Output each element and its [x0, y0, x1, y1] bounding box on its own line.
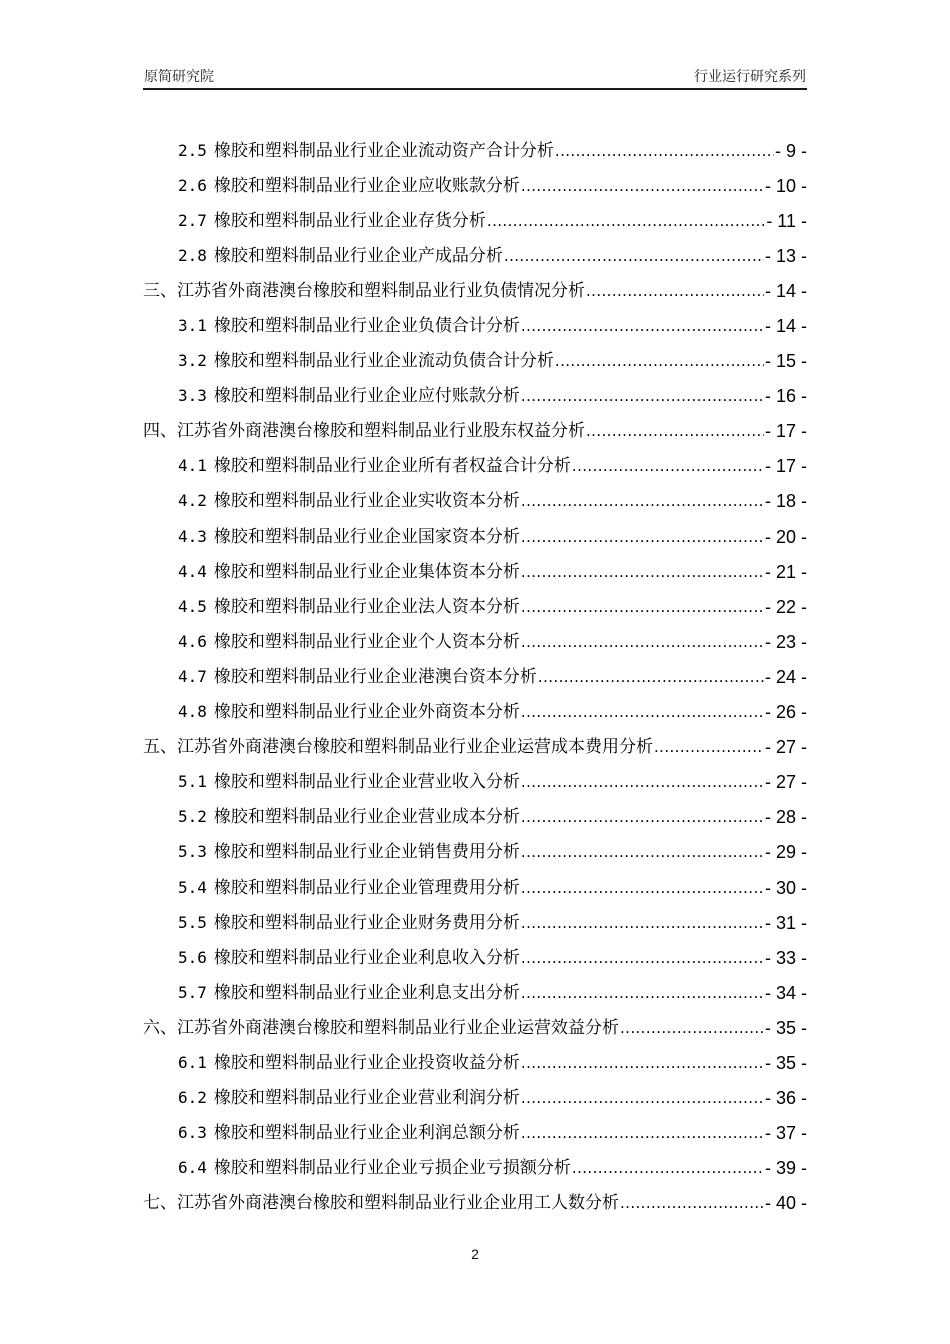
toc-entry-number: 4.6 [178, 631, 207, 651]
toc-entry-number: 5.2 [178, 807, 207, 827]
toc-chapter-entry[interactable] [143, 1010, 807, 1045]
toc-entry-page: - 15 - [764, 351, 807, 372]
toc-chapter-entry[interactable] [143, 1186, 807, 1221]
toc-entry-title: 橡胶和塑料制品业行业企业集体资本分析 [213, 561, 520, 582]
toc-entry-number: 2.8 [178, 245, 207, 265]
header-series-name: 行业运行研究系列 [694, 68, 806, 84]
toc-entry-title: 橡胶和塑料制品业行业企业投资收益分析 [213, 1052, 520, 1073]
toc-section-entry[interactable] [143, 1045, 807, 1080]
toc-dot-leader [521, 807, 764, 827]
toc-dot-leader [521, 702, 764, 722]
toc-entry-page: - 20 - [764, 526, 807, 547]
toc-entry-title: 橡胶和塑料制品业行业企业财务费用分析 [213, 912, 520, 933]
toc-entry-page: - 16 - [764, 386, 807, 407]
toc-dot-leader [521, 176, 764, 196]
toc-chapter-entry[interactable] [143, 414, 807, 449]
toc-entry-page: - 31 - [764, 912, 807, 933]
toc-dot-leader [521, 1053, 764, 1073]
toc-dot-leader [521, 948, 764, 968]
toc-dot-leader [521, 527, 764, 547]
toc-entry-page: - 21 - [764, 561, 807, 582]
toc-entry-page: - 27 - [764, 772, 807, 793]
toc-entry-title: 橡胶和塑料制品业行业企业应收账款分析 [213, 175, 520, 196]
toc-dot-leader [572, 456, 764, 476]
toc-entry-page: - 29 - [764, 842, 807, 863]
toc-section-entry[interactable] [143, 1151, 807, 1186]
toc-entry-title: 橡胶和塑料制品业行业企业利息支出分析 [213, 982, 520, 1003]
toc-section-entry[interactable] [143, 835, 807, 870]
toc-section-entry[interactable] [143, 940, 807, 975]
toc-entry-title: 橡胶和塑料制品业行业企业应付账款分析 [213, 386, 520, 407]
toc-entry-page: - 40 - [764, 1193, 807, 1214]
toc-chapter-entry[interactable] [143, 273, 807, 308]
toc-section-entry[interactable] [143, 1081, 807, 1116]
toc-dot-leader [521, 597, 764, 617]
toc-entry-number: 3.2 [178, 351, 207, 371]
toc-entry-number: 6.4 [178, 1158, 207, 1178]
toc-section-entry[interactable] [143, 975, 807, 1010]
toc-dot-leader [521, 1123, 764, 1143]
toc-dot-leader [654, 737, 764, 757]
toc-entry-number: 5.3 [178, 842, 207, 862]
toc-section-entry[interactable] [143, 133, 807, 168]
toc-dot-leader [521, 1088, 764, 1108]
toc-entry-number: 2.7 [178, 210, 207, 230]
toc-dot-leader [555, 351, 764, 371]
toc-entry-page: - 11 - [766, 210, 807, 231]
toc-section-entry[interactable] [143, 765, 807, 800]
toc-entry-title: 六、江苏省外商港澳台橡胶和塑料制品业行业企业运营效益分析 [143, 1017, 619, 1038]
toc-section-entry[interactable] [143, 379, 807, 414]
toc-entry-title: 橡胶和塑料制品业行业企业产成品分析 [213, 245, 503, 266]
toc-entry-page: - 37 - [764, 1123, 807, 1144]
toc-entry-page: - 24 - [764, 666, 807, 687]
toc-entry-number: 4.4 [178, 561, 207, 581]
toc-dot-leader [521, 632, 764, 652]
toc-entry-title: 五、江苏省外商港澳台橡胶和塑料制品业行业企业运营成本费用分析 [143, 737, 653, 758]
toc-section-entry[interactable] [143, 905, 807, 940]
toc-entry-page: - 18 - [764, 491, 807, 512]
toc-dot-leader [555, 141, 774, 161]
toc-section-entry[interactable] [143, 168, 807, 203]
toc-entry-number: 2.6 [178, 175, 207, 195]
toc-entry-title: 橡胶和塑料制品业行业企业港澳台资本分析 [213, 666, 537, 687]
toc-entry-number: 6.2 [178, 1088, 207, 1108]
toc-entry-page: - 35 - [764, 1017, 807, 1038]
toc-entry-title: 橡胶和塑料制品业行业企业所有者权益合计分析 [213, 456, 571, 477]
toc-entry-page: - 34 - [764, 982, 807, 1003]
toc-entry-number: 5.6 [178, 947, 207, 967]
toc-dot-leader [620, 1193, 764, 1213]
toc-entry-number: 4.8 [178, 702, 207, 722]
toc-entry-title: 橡胶和塑料制品业行业企业销售费用分析 [213, 842, 520, 863]
toc-entry-page: - 27 - [764, 737, 807, 758]
toc-entry-title: 橡胶和塑料制品业行业企业个人资本分析 [213, 631, 520, 652]
toc-section-entry[interactable] [143, 554, 807, 589]
toc-section-entry[interactable] [143, 870, 807, 905]
toc-entry-page: - 39 - [764, 1158, 807, 1179]
toc-dot-leader [586, 281, 764, 301]
toc-section-entry[interactable] [143, 238, 807, 273]
toc-dot-leader [586, 421, 764, 441]
page-number: 2 [471, 1246, 479, 1262]
toc-entry-title: 橡胶和塑料制品业行业企业亏损企业亏损额分析 [213, 1158, 571, 1179]
toc-dot-leader [521, 386, 764, 406]
toc-entry-page: - 23 - [764, 631, 807, 652]
toc-entry-number: 4.7 [178, 666, 207, 686]
toc-entry-number: 4.1 [178, 456, 207, 476]
toc-entry-number: 3.3 [178, 386, 207, 406]
toc-entry-title: 橡胶和塑料制品业行业企业国家资本分析 [213, 526, 520, 547]
toc-entry-page: - 36 - [764, 1088, 807, 1109]
toc-section-entry[interactable] [143, 519, 807, 554]
toc-entry-title: 橡胶和塑料制品业行业企业营业收入分析 [213, 772, 520, 793]
toc-entry-page: - 35 - [764, 1052, 807, 1073]
toc-entry-title: 橡胶和塑料制品业行业企业利息收入分析 [213, 947, 520, 968]
toc-entry-number: 5.7 [178, 982, 207, 1002]
toc-entry-title: 橡胶和塑料制品业行业企业流动负债合计分析 [213, 351, 554, 372]
toc-entry-title: 橡胶和塑料制品业行业企业管理费用分析 [213, 877, 520, 898]
toc-entry-title: 橡胶和塑料制品业行业企业营业成本分析 [213, 807, 520, 828]
toc-entry-page: - 14 - [764, 316, 807, 337]
toc-entry-page: - 17 - [764, 421, 807, 442]
toc-entry-number: 5.1 [178, 772, 207, 792]
toc-entry-title: 橡胶和塑料制品业行业企业实收资本分析 [213, 491, 520, 512]
toc-dot-leader [521, 316, 764, 336]
toc-entry-number: 4.3 [178, 526, 207, 546]
toc-dot-leader [620, 1018, 764, 1038]
toc-section-entry[interactable] [143, 659, 807, 694]
toc-entry-title: 橡胶和塑料制品业行业企业利润总额分析 [213, 1123, 520, 1144]
toc-section-entry[interactable] [143, 589, 807, 624]
header-org-name: 原简研究院 [144, 68, 214, 84]
toc-entry-number: 5.4 [178, 877, 207, 897]
toc-section-entry[interactable] [143, 484, 807, 519]
toc-section-entry[interactable] [143, 203, 807, 238]
toc-dot-leader [572, 1158, 764, 1178]
toc-entry-page: - 17 - [764, 456, 807, 477]
page-header [143, 66, 807, 90]
toc-entry-title: 四、江苏省外商港澳台橡胶和塑料制品业行业股东权益分析 [143, 421, 585, 442]
toc-entry-title: 橡胶和塑料制品业行业企业流动资产合计分析 [213, 140, 554, 161]
toc-entry-title: 橡胶和塑料制品业行业企业负债合计分析 [213, 316, 520, 337]
toc-entry-page: - 9 - [774, 140, 807, 161]
toc-dot-leader [521, 913, 764, 933]
toc-entry-title: 橡胶和塑料制品业行业企业法人资本分析 [213, 596, 520, 617]
toc-entry-number: 4.2 [178, 491, 207, 511]
toc-section-entry[interactable] [143, 695, 807, 730]
toc-dot-leader [521, 983, 764, 1003]
toc-entry-page: - 14 - [764, 280, 807, 301]
toc-dot-leader [538, 667, 764, 687]
toc-dot-leader [521, 562, 764, 582]
toc-entry-page: - 28 - [764, 807, 807, 828]
toc-section-entry[interactable] [143, 624, 807, 659]
toc-section-entry[interactable] [143, 308, 807, 343]
toc-entry-title: 三、江苏省外商港澳台橡胶和塑料制品业行业负债情况分析 [143, 280, 585, 301]
toc-entry-number: 2.5 [178, 140, 207, 160]
toc-entry-title: 橡胶和塑料制品业行业企业存货分析 [213, 210, 486, 231]
toc-entry-number: 6.3 [178, 1123, 207, 1143]
toc-dot-leader [521, 772, 764, 792]
toc-dot-leader [504, 246, 764, 266]
toc-section-entry[interactable] [143, 449, 807, 484]
toc-dot-leader [521, 842, 764, 862]
toc-section-entry[interactable] [143, 344, 807, 379]
table-of-contents [143, 133, 807, 1221]
toc-entry-title: 七、江苏省外商港澳台橡胶和塑料制品业行业企业用工人数分析 [143, 1193, 619, 1214]
toc-entry-page: - 13 - [764, 245, 807, 266]
toc-section-entry[interactable] [143, 800, 807, 835]
toc-entry-number: 3.1 [178, 316, 207, 336]
toc-entry-page: - 30 - [764, 877, 807, 898]
toc-entry-page: - 26 - [764, 702, 807, 723]
toc-entry-title: 橡胶和塑料制品业行业企业营业利润分析 [213, 1088, 520, 1109]
toc-entry-page: - 10 - [764, 175, 807, 196]
toc-chapter-entry[interactable] [143, 730, 807, 765]
toc-dot-leader [521, 491, 764, 511]
toc-dot-leader [521, 878, 764, 898]
toc-entry-number: 4.5 [178, 596, 207, 616]
toc-entry-title: 橡胶和塑料制品业行业企业外商资本分析 [213, 702, 520, 723]
toc-entry-page: - 22 - [764, 596, 807, 617]
toc-entry-number: 6.1 [178, 1052, 207, 1072]
toc-entry-number: 5.5 [178, 912, 207, 932]
toc-section-entry[interactable] [143, 1116, 807, 1151]
toc-entry-page: - 33 - [764, 947, 807, 968]
toc-dot-leader [487, 211, 765, 231]
